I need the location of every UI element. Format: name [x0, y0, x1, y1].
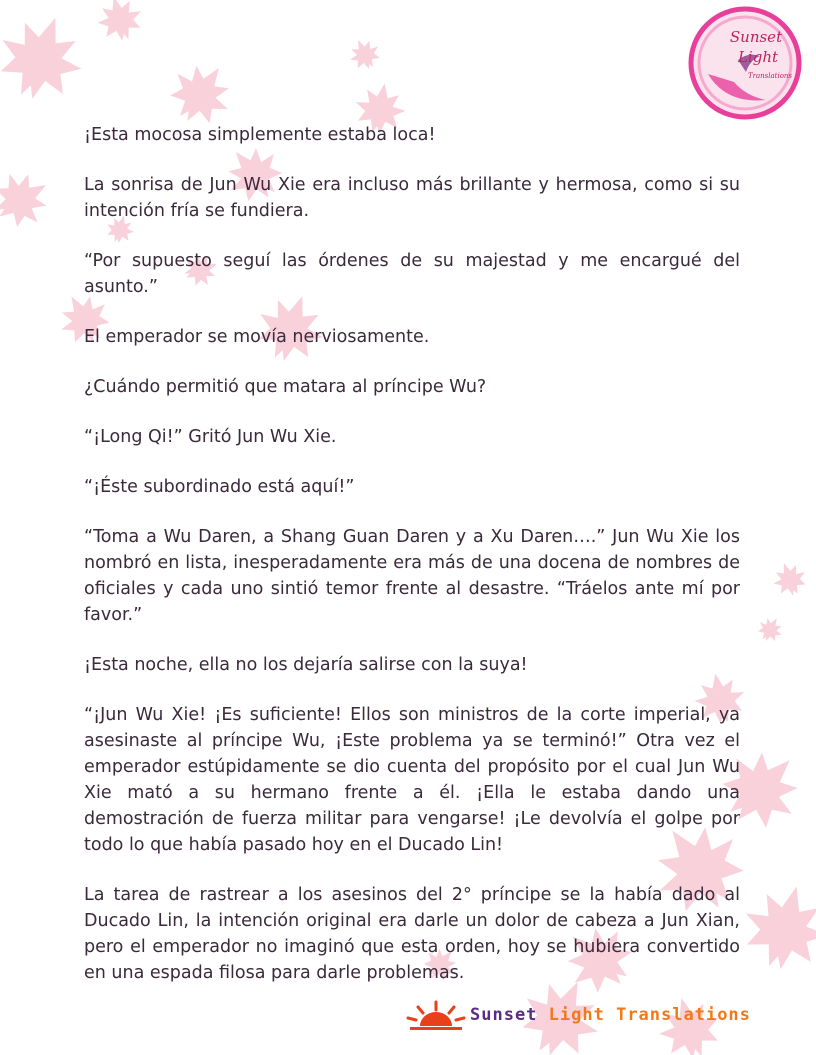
paragraph: ¡Esta mocosa simplemente estaba loca! — [84, 125, 436, 145]
paragraph: El emperador se movía nerviosamente. — [84, 327, 430, 347]
paragraph: La sonrisa de Jun Wu Xie era incluso más brillante y hermosa, como si su intención fría se fundiera. — [84, 175, 740, 221]
maple-leaf-icon — [0, 3, 95, 111]
paragraph: “¡Éste subordinado está aquí!” — [84, 477, 355, 497]
paragraph: ¿Cuándo permitió que matara al príncipe Wu? — [84, 377, 487, 397]
paragraph: ¡Esta noche, ella no los dejaría salirse con la suya! — [84, 655, 528, 675]
paragraph: “Por supuesto seguí las órdenes de su majestad y me encargué del asunto.” — [84, 251, 740, 297]
maple-leaf-icon — [92, 0, 147, 46]
chapter-text — [84, 122, 740, 1010]
maple-leaf-icon — [753, 612, 787, 646]
maple-leaf-icon — [0, 161, 60, 237]
maple-leaf-icon — [734, 876, 816, 979]
footer-logo-word-sunset: Sunset — [470, 1005, 549, 1025]
paragraph: “¡Long Qi!” Gritó Jun Wu Xie. — [84, 427, 337, 447]
sunset-light-logo-badge — [686, 4, 804, 122]
sunset-sun-icon — [404, 998, 468, 1032]
logo-badge-graphic — [686, 4, 804, 122]
footer-logo-word-translations: Translations — [616, 1005, 751, 1025]
logo-badge-line3: Translations — [747, 72, 793, 80]
logo-badge-line2: Light — [737, 48, 779, 66]
paragraph: “¡Jun Wu Xie! ¡Es suficiente! Ellos son ministros de la corte imperial, ya asesinaste al príncipe Wu, ¡Este problema ya se terminó!” Otra vez el emperador estúpidamente se dio cuenta del propósito por el cual Jun Wu Xie mató a su hermano frente a él. ¡Ella le estaba dando una demostración de fuerza militar para vengarse! ¡Le devolvía el golpe por todo lo que había pasado hoy en el Ducado Lin! — [84, 705, 740, 855]
maple-leaf-icon — [344, 34, 385, 75]
footer-logo — [404, 998, 754, 1032]
maple-leaf-icon — [768, 557, 811, 600]
footer-logo-word-light: Light — [548, 1005, 617, 1025]
paragraph: “Toma a Wu Daren, a Shang Guan Daren y a Xu Daren….” Jun Wu Xie los nombró en lista, inesperadamente era más de una docena de nombres de oficiales y cada uno sintió temor frente al desastre. “Tráelos ante mí por favor.” — [84, 527, 740, 625]
paragraph: La tarea de rastrear a los asesinos del 2° príncipe se la había dado al Ducado Lin, la intención original era darle un dolor de cabeza a Jun Xian, pero el emperador no imaginó que esta orden, hoy se hubiera convertido en una espada filosa para darle problemas. — [84, 885, 740, 983]
logo-badge-line1: Sunset — [729, 28, 783, 46]
footer-logo-text — [470, 1005, 751, 1025]
